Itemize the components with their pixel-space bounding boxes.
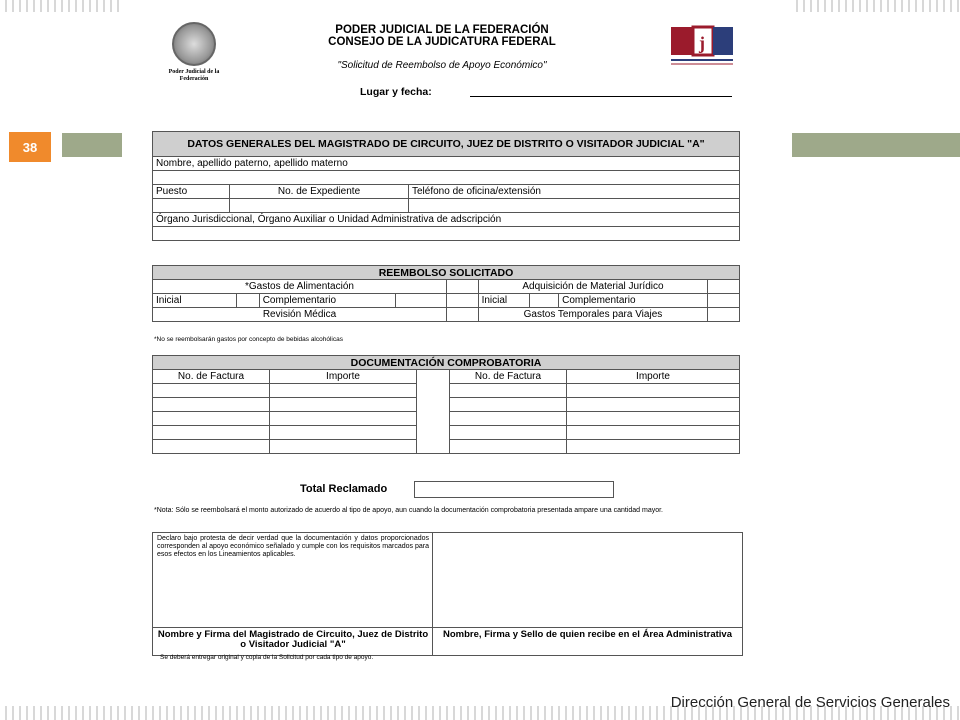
complementario-label-left: Complementario (259, 294, 395, 308)
revision-medica-label: Revisión Médica (153, 308, 447, 322)
adquisicion-label: Adquisición de Material Jurídico (478, 280, 708, 294)
gap-cell (417, 426, 450, 440)
title-line-2: CONSEJO DE LA JUDICATURA FEDERAL (328, 36, 556, 48)
importe-cell[interactable] (270, 412, 417, 426)
national-seal-icon (172, 22, 216, 66)
expediente-label: No. de Expediente (230, 185, 409, 199)
factura-col-right: No. de Factura (450, 370, 567, 384)
green-bar-left (62, 133, 122, 157)
importe-cell[interactable] (270, 440, 417, 454)
final-note: Se deberá entregar original y copia de la Solicitud por cada tipo de apoyo. (160, 654, 374, 661)
gap-cell (417, 398, 450, 412)
factura-cell[interactable] (450, 426, 567, 440)
importe-cell[interactable] (270, 426, 417, 440)
organo-field[interactable] (153, 227, 740, 241)
total-reclamado-field[interactable] (414, 481, 614, 498)
factura-col-left: No. de Factura (153, 370, 270, 384)
factura-cell[interactable] (450, 412, 567, 426)
total-reclamado-label: Total Reclamado (300, 483, 388, 495)
importe-cell[interactable] (270, 384, 417, 398)
importe-cell[interactable] (567, 426, 740, 440)
inicial-label-right: Inicial (478, 294, 529, 308)
green-bar-right (792, 133, 960, 157)
declaration-text: Declaro bajo protesta de decir verdad que la documentación y datos proporcionados corresponden al apoyo económico señalado y cumple con los requisitos marcados para esos efectos en los Lineamientos aplicables. (157, 535, 429, 558)
gap-cell (417, 384, 450, 398)
telefono-label: Teléfono de oficina/extensión (409, 185, 740, 199)
seal-caption: Poder Judicial de la Federación (168, 69, 220, 82)
factura-cell[interactable] (153, 398, 270, 412)
importe-cell[interactable] (270, 398, 417, 412)
complementario-check-right[interactable] (708, 294, 740, 308)
importe-cell[interactable] (567, 384, 740, 398)
importe-cell[interactable] (567, 398, 740, 412)
inicial-label-left: Inicial (153, 294, 237, 308)
nota-text: *Nota: Sólo se reembolsará el monto autorizado de acuerdo al tipo de apoyo, aun cuando la documentación comprobatoria presentada ampare una cantidad mayor. (154, 507, 663, 514)
footer-text: Dirección General de Servicios Generales (670, 694, 950, 711)
gastos-temporales-label: Gastos Temporales para Viajes (478, 308, 708, 322)
reembolso-table (152, 265, 740, 322)
gastos-alimentacion-label: *Gastos de Alimentación (153, 280, 447, 294)
documentacion-table (152, 355, 740, 454)
nombre-field[interactable] (153, 171, 740, 185)
importe-col-left: Importe (270, 370, 417, 384)
factura-cell[interactable] (153, 426, 270, 440)
cjf-logo-icon (667, 24, 737, 68)
importe-cell[interactable] (567, 412, 740, 426)
complementario-check-left[interactable] (395, 294, 446, 308)
factura-cell[interactable] (450, 384, 567, 398)
telefono-field[interactable] (409, 199, 740, 213)
importe-cell[interactable] (567, 440, 740, 454)
nombre-label: Nombre, apellido paterno, apellido materno (153, 157, 740, 171)
adquisicion-check[interactable] (708, 280, 740, 294)
organo-label: Órgano Jurisdiccional, Órgano Auxiliar o Unidad Administrativa de adscripción (153, 213, 740, 227)
puesto-field[interactable] (153, 199, 230, 213)
inicial-check-left[interactable] (236, 294, 259, 308)
puesto-label: Puesto (153, 185, 230, 199)
signature-box (152, 532, 743, 656)
slide-number: 38 (8, 131, 52, 163)
firma-magistrado-label: Nombre y Firma del Magistrado de Circuito, Juez de Distrito o Visitador Judicial "A" (157, 629, 429, 650)
datos-generales-table (152, 131, 740, 241)
factura-cell[interactable] (450, 440, 567, 454)
reembolso-heading: REEMBOLSO SOLICITADO (153, 266, 740, 280)
signature-line (153, 627, 742, 628)
lugar-fecha-label: Lugar y fecha: (360, 86, 432, 98)
revision-medica-check[interactable] (447, 308, 479, 322)
pjf-seal-block (158, 22, 230, 83)
svg-text:j: j (699, 33, 705, 53)
firma-recibe-label: Nombre, Firma y Sello de quien recibe en el Área Administrativa (443, 629, 732, 640)
gap-cell (417, 412, 450, 426)
signature-divider (432, 533, 433, 655)
document-subtitle: "Solicitud de Reembolso de Apoyo Económico" (337, 60, 547, 71)
spacer-cell (447, 294, 479, 308)
gap-cell (417, 370, 450, 384)
documentacion-heading: DOCUMENTACIÓN COMPROBATORIA (153, 356, 740, 370)
inicial-check-right[interactable] (529, 294, 558, 308)
alcohol-note: *No se reembolsarán gastos por concepto de bebidas alcohólicas (154, 336, 343, 343)
factura-cell[interactable] (450, 398, 567, 412)
gastos-alimentacion-check[interactable] (447, 280, 479, 294)
document-title (272, 24, 612, 48)
lugar-fecha-field[interactable] (470, 96, 732, 97)
factura-cell[interactable] (153, 440, 270, 454)
complementario-label-right: Complementario (559, 294, 708, 308)
factura-cell[interactable] (153, 412, 270, 426)
scanned-form (122, 0, 792, 706)
title-line-1: PODER JUDICIAL DE LA FEDERACIÓN (335, 24, 549, 36)
gastos-temporales-check[interactable] (708, 308, 740, 322)
importe-col-right: Importe (567, 370, 740, 384)
expediente-field[interactable] (230, 199, 409, 213)
factura-cell[interactable] (153, 384, 270, 398)
datos-heading: DATOS GENERALES DEL MAGISTRADO DE CIRCUITO, JUEZ DE DISTRITO O VISITADOR JUDICIAL "A" (153, 132, 740, 157)
gap-cell (417, 440, 450, 454)
